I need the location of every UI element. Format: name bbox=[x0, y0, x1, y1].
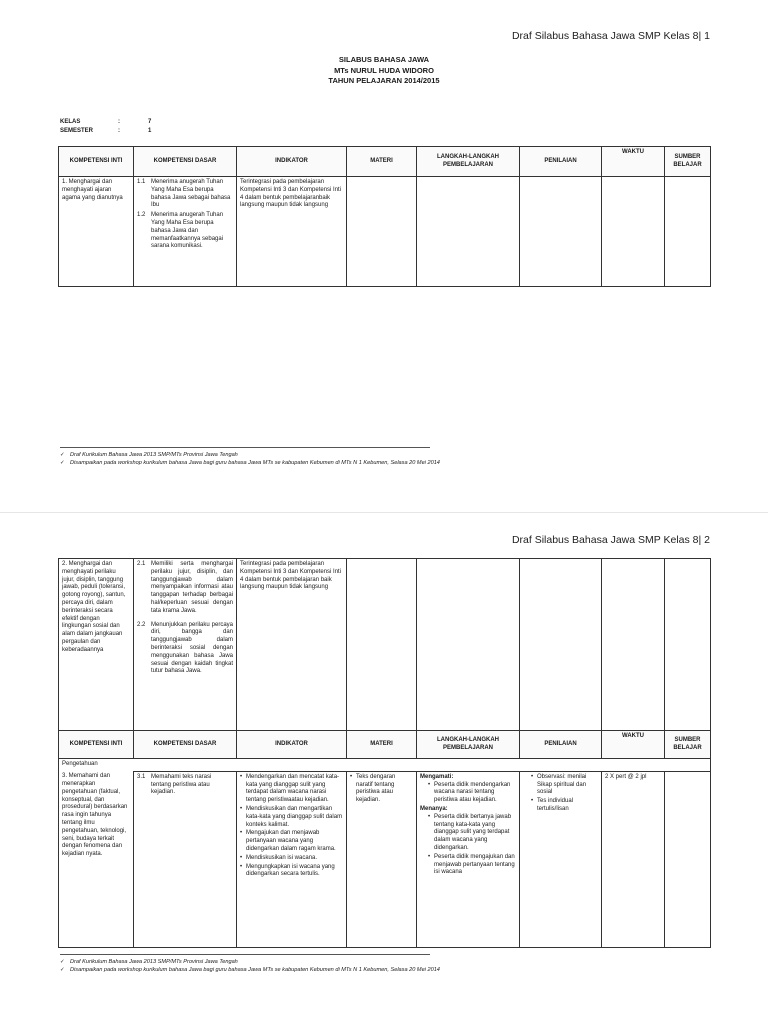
meta-value: 7 bbox=[148, 119, 152, 125]
list-item: • Mengajukan dan menjawab pertanyaan wacana yang didengarkan dalam ragam krama. bbox=[240, 830, 343, 853]
col-header-kompetensi-inti: KOMPETENSI INTI bbox=[59, 147, 134, 177]
cell-penilaian bbox=[520, 559, 602, 731]
cell-langkah bbox=[417, 177, 520, 287]
list-item: • Tes individual tertulis/lisan bbox=[531, 798, 598, 814]
list-item: • Peserta didik mendengarkan wacana narasi tentang peristiwa atau kejadian. bbox=[428, 782, 516, 805]
cell-waktu bbox=[602, 177, 665, 287]
footer-note bbox=[60, 966, 440, 974]
col-header-langkah: LANGKAH-LANGKAH PEMBELAJARAN bbox=[417, 147, 520, 177]
syllabus-table-1 bbox=[58, 146, 711, 287]
meta-row-kelas bbox=[60, 118, 151, 127]
col-header-materi: MATERI bbox=[347, 147, 417, 177]
cell-kompetensi-dasar bbox=[134, 559, 237, 731]
footer-note-text: Disampaikan pada workshop kurikulum bahasa Jawa bagi guru bahasa Jawa MTs se kabupaten Kebumen di MTs N 1 Kebumen, Selasa 20 Mei 2014 bbox=[70, 967, 440, 973]
kd-item bbox=[137, 212, 233, 251]
footer-note bbox=[60, 958, 440, 966]
cell-kompetensi-inti: 2. Menghargai dan menghayati perilaku jujur, disiplin, tanggung jawab, peduli (toleransi, gotong royong), santun, percaya diri, dalam berinteraksi secara efektif dengan lingkungan sosial dan alam dalam jangkauan pergaulan dan keberadaannya bbox=[59, 559, 134, 731]
cell-langkah bbox=[417, 771, 520, 947]
table-header-row bbox=[59, 731, 711, 759]
meta-row-semester bbox=[60, 127, 151, 136]
checkmark-icon: ✓ bbox=[60, 967, 65, 973]
cell-kompetensi-dasar bbox=[134, 771, 237, 947]
col-header-waktu: WAKTU bbox=[602, 147, 665, 177]
footer-note bbox=[60, 451, 440, 459]
cell-kompetensi-inti: 3. Memahami dan menerapkan pengetahuan (faktual, konseptual, dan prosedural) berdasarkan rasa ingin tahunya tentang ilmu pengetahuan, teknologi, seni, budaya terkait dengan fenomena dan kejadian nyata. bbox=[59, 771, 134, 947]
title-line-2: MTs NURUL HUDA WIDORO bbox=[334, 65, 434, 75]
cell-sumber-belajar bbox=[665, 771, 711, 947]
page-header: Draf Silabus Bahasa Jawa SMP Kelas 8| 2 bbox=[511, 534, 710, 546]
kd-text: Memahami teks narasi tentang peristiwa atau kejadian. bbox=[151, 773, 212, 796]
footer-note bbox=[60, 459, 440, 467]
list-item: • Mendiskusikan isi wacana. bbox=[240, 855, 343, 863]
list-item: • Teks dengaran naratif tentang peristiwa atau kejadian. bbox=[350, 774, 413, 805]
cell-kompetensi-dasar bbox=[134, 177, 237, 287]
cell-materi bbox=[347, 559, 417, 731]
table-row bbox=[59, 771, 711, 947]
langkah-list bbox=[420, 814, 516, 877]
list-item: • Mendiskusikan dan mengartikan kata-kata yang dianggap sulit dalam konteks kalimat. bbox=[240, 806, 343, 829]
cell-materi bbox=[347, 177, 417, 287]
kd-text: Menerima anugerah Tuhan Yang Maha Esa berupa bahasa Jawa dan memanfaatkannya sebagai sarana komunikasi. bbox=[151, 212, 224, 250]
langkah-heading-mengamati: Mengamati: bbox=[420, 773, 454, 780]
title-line-3: TAHUN PELAJARAN 2014/2015 bbox=[328, 76, 440, 85]
checkmark-icon: ✓ bbox=[60, 460, 65, 466]
title-line-1: SILABUS BAHASA JAWA bbox=[338, 55, 430, 64]
checkmark-icon: ✓ bbox=[60, 959, 65, 965]
cell-indikator bbox=[237, 771, 347, 947]
footer-note-text: Draf Kurikulum Bahasa Jawa 2013 SMP/MTs Provinsi Jawa Tengah bbox=[70, 959, 238, 965]
kd-item bbox=[137, 179, 233, 210]
indikator-list bbox=[240, 774, 343, 879]
col-header-penilaian: PENILAIAN bbox=[520, 147, 602, 177]
kd-number: 1.2 bbox=[137, 212, 146, 219]
meta-key: SEMESTER bbox=[60, 127, 94, 134]
cell-waktu: 2 X pert @ 2 jpl bbox=[602, 771, 665, 947]
page-header: Draf Silabus Bahasa Jawa SMP Kelas 8| 1 bbox=[511, 30, 710, 42]
page-footer bbox=[60, 447, 440, 467]
footer-rule bbox=[60, 954, 430, 955]
list-item: • Mengungkapkan isi wacana yang didengarkan secara tertulis. bbox=[240, 864, 343, 880]
kd-item bbox=[137, 561, 233, 616]
table-row bbox=[59, 177, 711, 287]
table-header-row bbox=[59, 147, 711, 177]
kd-number: 3.1 bbox=[137, 773, 146, 780]
col-header-penilaian: PENILAIAN bbox=[520, 731, 602, 759]
list-item: • Mendengarkan dan mencatat kata-kata yang dianggap sulit yang terdapat dalam wacana narasi tentang peristiwaatau kejadian. bbox=[240, 774, 343, 805]
penilaian-list bbox=[523, 774, 598, 814]
meta-sep: : bbox=[118, 127, 120, 134]
footer-rule bbox=[60, 447, 430, 448]
kd-text: Menerima anugerah Tuhan Yang Maha Esa berupa bahasa Jawa sebagai bahasa Ibu bbox=[151, 179, 231, 209]
checkmark-icon: ✓ bbox=[60, 452, 65, 458]
kd-text: Memiliki serta menghargai perilaku jujur, disiplin, dan tanggungjawab dalam menyampaikan informasi atau tanggapan terhadap berbagai hal/keperluan sesuai dengan tata krama Jawa. bbox=[151, 561, 233, 614]
table-row bbox=[59, 559, 711, 731]
kd-text: Menunjukkan perilaku percaya diri, bangga dan tanggungjawab dalam berinteraksi sosial dengan menggunakan bahasa Jawa sesuai dengan kaidah tingkat tutur bahasa Jawa. bbox=[151, 621, 233, 675]
cell-sumber-belajar bbox=[665, 177, 711, 287]
col-header-materi: MATERI bbox=[347, 731, 417, 759]
cell-waktu bbox=[602, 559, 665, 731]
list-item: • Peserta didik bertanya jawab tentang kata-kata yang dianggap sulit yang terdapat dalam wacana yang didengarkan. bbox=[428, 814, 516, 853]
col-header-kompetensi-dasar: KOMPETENSI DASAR bbox=[134, 731, 237, 759]
cell-indikator: Terintegrasi pada pembelajaran Kompetensi Inti 3 dan Kompetensi Inti 4 dalam bentuk pembelajaranbaik langsung maupun tidak langsung bbox=[237, 177, 347, 287]
cell-materi bbox=[347, 771, 417, 947]
page-2 bbox=[0, 512, 768, 1024]
kd-number: 2.2 bbox=[137, 621, 146, 628]
section-row bbox=[59, 759, 711, 772]
cell-sumber-belajar bbox=[665, 559, 711, 731]
col-header-indikator: INDIKATOR bbox=[237, 731, 347, 759]
cell-penilaian bbox=[520, 177, 602, 287]
cell-penilaian bbox=[520, 771, 602, 947]
materi-list bbox=[350, 774, 413, 805]
col-header-sumber-belajar: SUMBER BELAJAR bbox=[665, 731, 711, 759]
meta-key: KELAS bbox=[60, 119, 81, 125]
page-footer bbox=[60, 954, 440, 974]
meta-value: 1 bbox=[148, 127, 152, 134]
section-label: Pengetahuan bbox=[59, 759, 711, 772]
col-header-indikator: INDIKATOR bbox=[237, 147, 347, 177]
cell-langkah bbox=[417, 559, 520, 731]
meta-sep: : bbox=[118, 119, 120, 125]
list-item: • Observasi: menilai Sikap spiritual dan sosial bbox=[531, 774, 598, 797]
footer-note-text: Disampaikan pada workshop kurikulum bahasa Jawa bagi guru bahasa Jawa MTs se kabupaten Kebumen di MTs N 1 Kebumen, Selasa 20 Mei 2014 bbox=[70, 460, 440, 466]
kd-number: 1.1 bbox=[137, 179, 146, 185]
langkah-list bbox=[420, 782, 516, 805]
kd-number: 2.1 bbox=[137, 561, 146, 567]
document-title bbox=[0, 55, 768, 87]
class-info bbox=[60, 118, 151, 135]
col-header-kompetensi-inti: KOMPETENSI INTI bbox=[59, 731, 134, 759]
kd-item bbox=[137, 622, 233, 677]
langkah-heading-menanya: Menanya: bbox=[420, 805, 448, 812]
footer-note-text: Draf Kurikulum Bahasa Jawa 2013 SMP/MTs Provinsi Jawa Tengah bbox=[70, 452, 238, 458]
col-header-waktu: WAKTU bbox=[602, 731, 665, 759]
col-header-kompetensi-dasar: KOMPETENSI DASAR bbox=[134, 147, 237, 177]
col-header-sumber-belajar: SUMBER BELAJAR bbox=[665, 147, 711, 177]
list-item: • Peserta didik mengajukan dan menjawab pertanyaan tentang isi wacana bbox=[428, 854, 516, 877]
syllabus-table-2 bbox=[58, 558, 711, 948]
col-header-langkah: LANGKAH-LANGKAH PEMBELAJARAN bbox=[417, 731, 520, 759]
cell-indikator: Terintegrasi pada pembelajaran Kompetensi Inti 3 dan Kompetensi Inti 4 dalam bentuk pembelajaran baik langsung maupun tidak langsung bbox=[237, 559, 347, 731]
kd-item bbox=[137, 774, 233, 797]
cell-kompetensi-inti: 1. Menghargai dan menghayati ajaran agama yang dianutnya bbox=[59, 177, 134, 287]
